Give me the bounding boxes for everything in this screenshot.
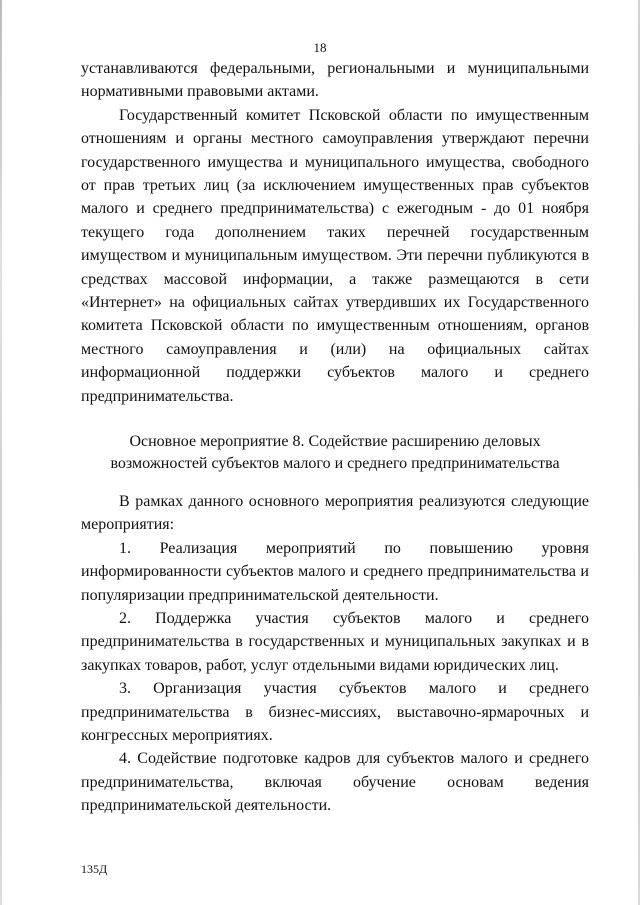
list-item-3: 3. Организация участия субъектов малого и среднего предпринимательства в бизнес-миссиях, выставочно-ярмарочных и конгрессных мероприятиях.	[81, 680, 589, 745]
footer-document-code: 135Д	[81, 862, 108, 876]
list-item-4: 4. Содействие подготовке кадров для субъектов малого и среднего предпринимательства, включая обучение основам ведения предпринимательской деятельности.	[81, 750, 589, 815]
intro-paragraph: В рамках данного основного мероприятия реализуются следующие мероприятия:	[81, 493, 589, 534]
list-item-2: 2. Поддержка участия субъектов малого и среднего предпринимательства в государственных и муниципальных закупках и в закупках товаров, работ, услуг отдельными видами юридических лиц.	[81, 610, 589, 674]
paragraph-continuation: устанавливаются федеральными, региональными и муниципальными нормативными правовыми актами.	[81, 60, 589, 101]
text-block-top	[81, 57, 589, 408]
scan-left-edge	[0, 0, 2, 905]
heading-line-1: Основное мероприятие 8. Содействие расширению деловых	[129, 433, 541, 450]
section-heading	[81, 431, 589, 474]
heading-line-2: возможностей субъектов малого и среднего предпринимательства	[110, 454, 560, 472]
list-item-1: 1. Реализация мероприятий по повышению уровня информированности субъектов малого и среднего предпринимательства и популяризации предпринимательской деятельности.	[81, 539, 589, 604]
paragraph-property-lists: Государственный комитет Псковской области по имущественным отношениям и органы местного самоуправления утверждают перечни государственного имущества и муниципального имущества, свободного от прав третьих лиц (за исключением имущественных прав субъектов малого и среднего предпринимательства) с ежегодным - до 01 ноября текущего года дополнением таких перечней государственным имуществом и муниципальным имуществом. Эти перечни публикуются в средствах массовой информации, а также размещаются в сети «Интернет» на официальных сайтах утвердивших их Государственного комитета Псковской области по имущественным отношениям, органов местного самоуправления и (или) на официальных сайтах информационной поддержки субъектов малого и среднего предпринимательства.	[81, 106, 589, 405]
text-block-bottom	[81, 490, 589, 818]
page-number: 18	[313, 40, 327, 55]
